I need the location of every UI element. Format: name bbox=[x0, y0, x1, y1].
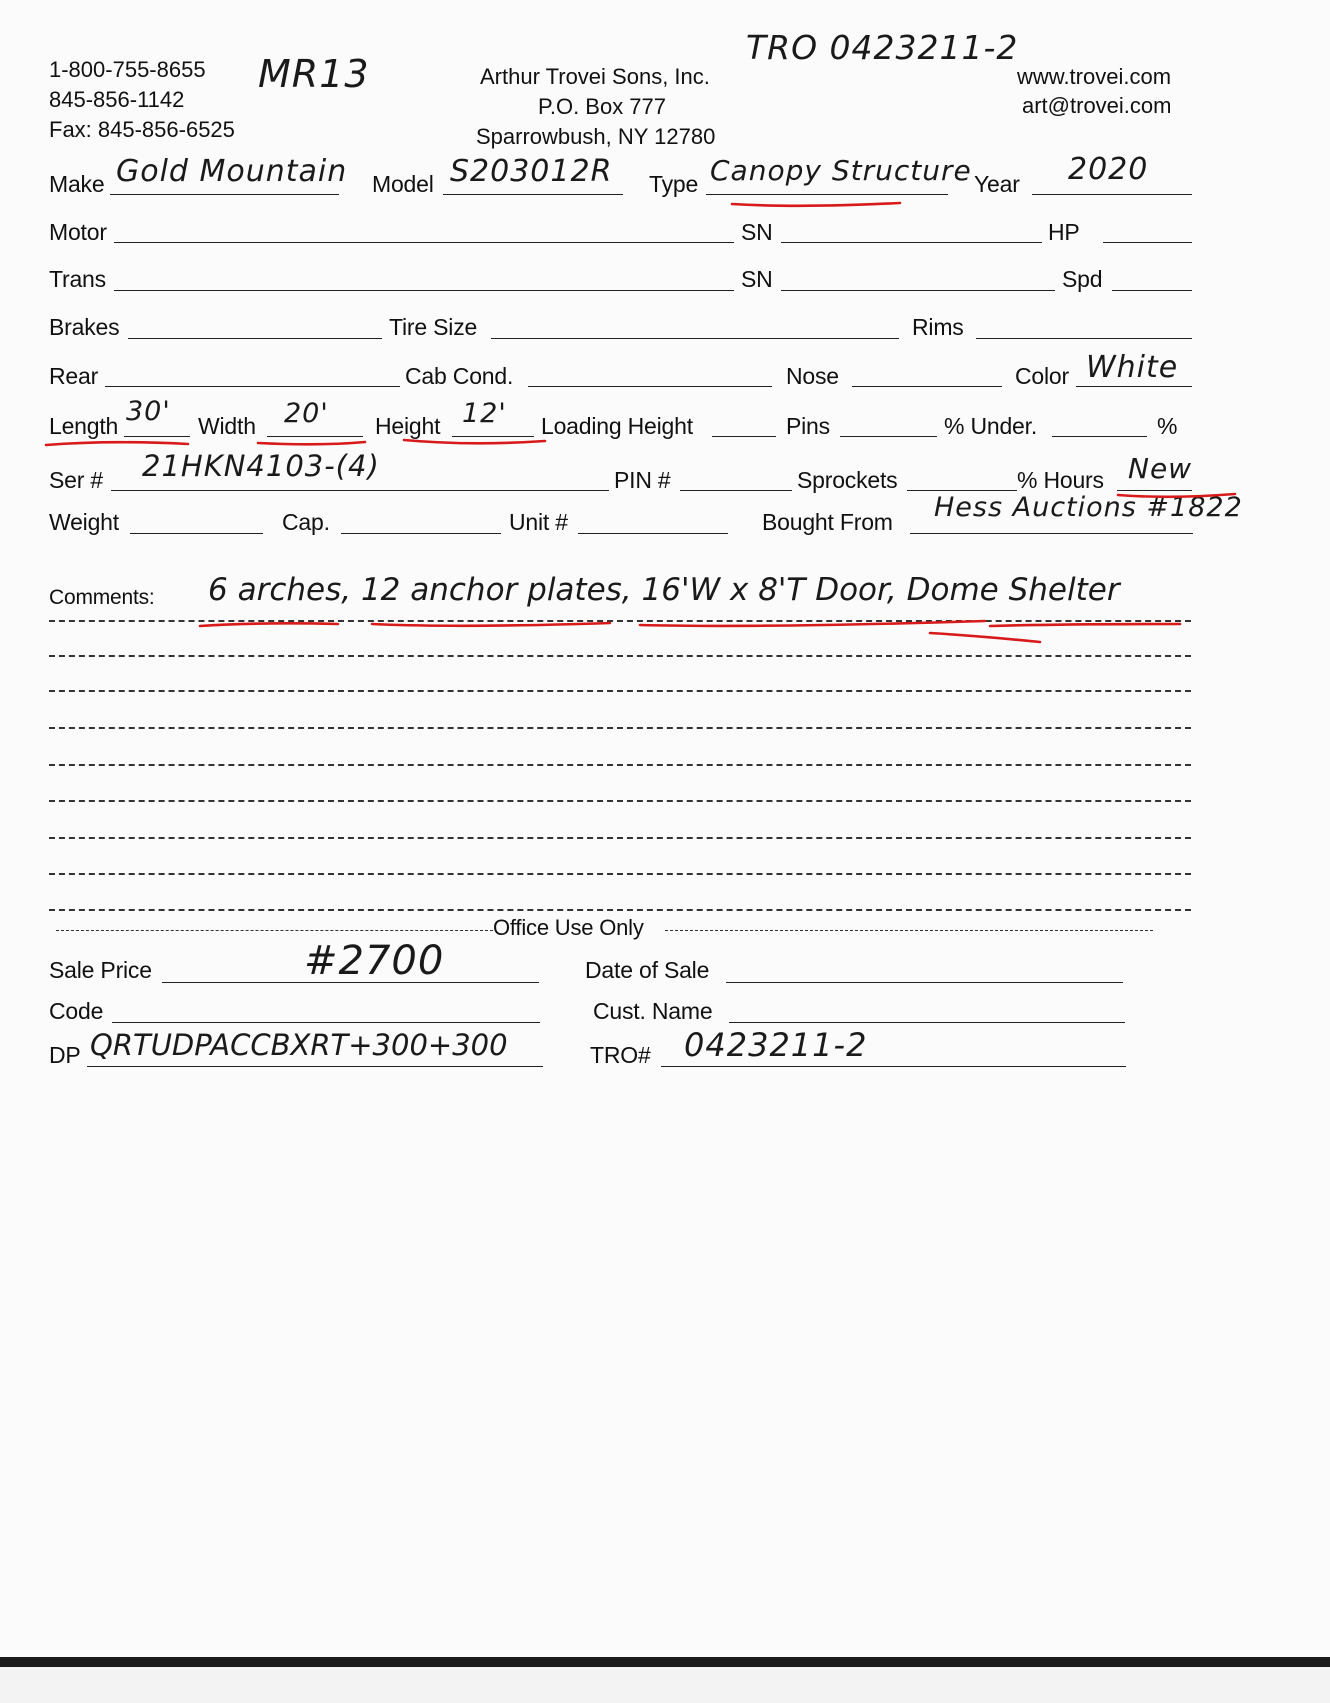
tro-label: TRO# bbox=[590, 1042, 651, 1068]
company-email: art@trovei.com bbox=[1022, 93, 1172, 118]
scan-edge-shadow bbox=[0, 1657, 1330, 1667]
color-value: White bbox=[1086, 350, 1179, 385]
nose-label: Nose bbox=[786, 363, 839, 389]
red-underline-comments-5 bbox=[930, 633, 1040, 642]
year-value: 2020 bbox=[1068, 152, 1149, 187]
hp-label: HP bbox=[1048, 219, 1080, 245]
color-label: Color bbox=[1015, 363, 1069, 389]
sprockets-label: Sprockets bbox=[797, 467, 898, 493]
company-website: www.trovei.com bbox=[1017, 64, 1172, 89]
code-label: Code bbox=[49, 998, 104, 1024]
sale-price-value: #2700 bbox=[304, 938, 445, 984]
office-use-heading: Office Use Only bbox=[493, 915, 644, 940]
bought-from-value: Hess Auctions #1822 bbox=[934, 492, 1243, 523]
length-value: 30' bbox=[126, 396, 171, 427]
spd-label: Spd bbox=[1062, 266, 1103, 292]
fax-number: Fax: 845-856-6525 bbox=[49, 117, 235, 142]
red-underline-width bbox=[258, 442, 365, 444]
model-label: Model bbox=[372, 171, 434, 197]
red-underline-comments-2 bbox=[372, 623, 610, 626]
pct-under-symbol: % bbox=[1157, 413, 1178, 439]
height-label: Height bbox=[375, 413, 441, 439]
trans-label: Trans bbox=[49, 266, 106, 292]
sale-price-label: Sale Price bbox=[49, 957, 152, 983]
red-underline-length bbox=[46, 442, 188, 445]
width-label: Width bbox=[198, 413, 256, 439]
brakes-label: Brakes bbox=[49, 314, 120, 340]
date-of-sale-label: Date of Sale bbox=[585, 957, 710, 983]
make-label: Make bbox=[49, 171, 105, 197]
height-value: 12' bbox=[462, 398, 507, 429]
cap-label: Cap. bbox=[282, 509, 330, 535]
weight-label: Weight bbox=[49, 509, 119, 535]
pin-label: PIN # bbox=[614, 467, 671, 493]
phone-number-local: 845-856-1142 bbox=[49, 87, 185, 112]
red-underline-height bbox=[404, 440, 545, 443]
model-value: S203012R bbox=[450, 154, 613, 189]
rims-label: Rims bbox=[912, 314, 964, 340]
cab-cond-label: Cab Cond. bbox=[405, 363, 514, 389]
type-value: Canopy Structure bbox=[710, 154, 972, 187]
company-pobox: P.O. Box 777 bbox=[538, 94, 667, 119]
company-name: Arthur Trovei Sons, Inc. bbox=[480, 64, 710, 89]
handwritten-code: MR13 bbox=[258, 52, 370, 96]
pct-under-label: % Under. bbox=[944, 413, 1038, 439]
cust-name-label: Cust. Name bbox=[593, 998, 713, 1024]
red-underline-pct-hours bbox=[1118, 494, 1235, 497]
comments-label: Comments: bbox=[49, 586, 155, 609]
unit-label: Unit # bbox=[509, 509, 568, 535]
type-label: Type bbox=[649, 171, 699, 197]
handwritten-tro-number: TRO 0423211-2 bbox=[746, 28, 1019, 67]
pct-hours-label: % Hours bbox=[1017, 467, 1104, 493]
bought-from-label: Bought From bbox=[762, 509, 893, 535]
length-label: Length bbox=[49, 413, 119, 439]
red-underline-comments-4 bbox=[990, 624, 1180, 626]
red-underline-comments-1 bbox=[200, 623, 338, 626]
pins-label: Pins bbox=[786, 413, 830, 439]
comments-value: 6 arches, 12 anchor plates, 16'W x 8'T Door, Dome Shelter bbox=[208, 572, 1120, 608]
ser-value: 21HKN4103-(4) bbox=[142, 449, 380, 483]
ser-label: Ser # bbox=[49, 467, 103, 493]
dp-label: DP bbox=[49, 1042, 81, 1068]
motor-sn-label: SN bbox=[741, 219, 773, 245]
rear-label: Rear bbox=[49, 363, 99, 389]
loading-height-label: Loading Height bbox=[541, 413, 693, 439]
phone-number-tollfree: 1-800-755-8655 bbox=[49, 57, 206, 82]
width-value: 20' bbox=[284, 398, 329, 429]
year-label: Year bbox=[974, 171, 1020, 197]
red-underline-comments-3 bbox=[640, 621, 985, 626]
motor-label: Motor bbox=[49, 219, 107, 245]
dp-value: QRTUDPACCBXRT+300+300 bbox=[90, 1028, 508, 1062]
scan-edge-margin bbox=[0, 1667, 1330, 1703]
make-value: Gold Mountain bbox=[116, 154, 348, 189]
trans-sn-label: SN bbox=[741, 266, 773, 292]
tro-value: 0423211-2 bbox=[684, 1026, 868, 1064]
company-city: Sparrowbush, NY 12780 bbox=[476, 124, 716, 149]
pct-hours-value: New bbox=[1128, 452, 1193, 485]
tire-size-label: Tire Size bbox=[389, 314, 478, 340]
red-underline-type bbox=[732, 203, 900, 206]
